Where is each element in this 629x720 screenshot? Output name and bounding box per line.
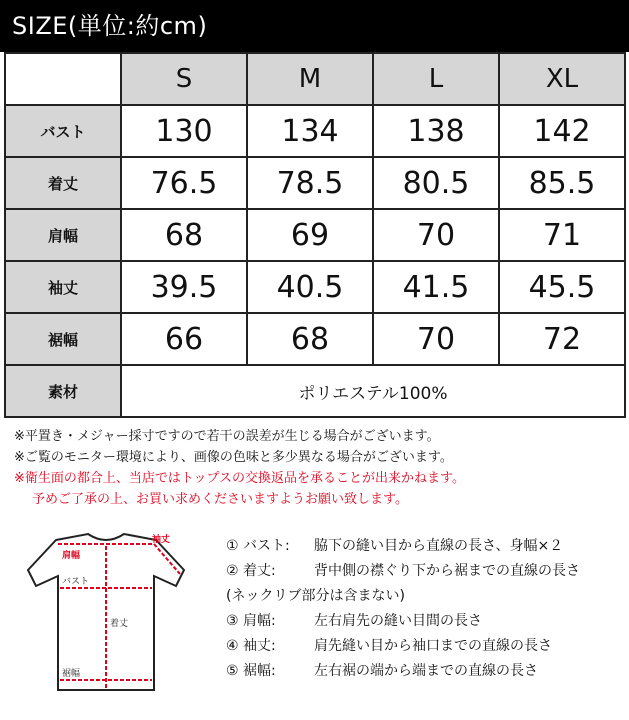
hem-label: 裾幅 xyxy=(62,669,81,679)
bust-label: バスト xyxy=(62,577,90,587)
table-cell: 45.5 xyxy=(499,261,625,313)
legend-key: ① バスト: xyxy=(226,538,290,554)
table-cell: 134 xyxy=(247,105,373,157)
legend-desc: 背中側の襟ぐり下から裾までの直線の長さ xyxy=(314,563,580,579)
table-row xyxy=(5,313,625,365)
legend-key: ② 着丈: xyxy=(226,563,276,579)
table-cell: 78.5 xyxy=(247,157,373,209)
table-cell: 66 xyxy=(121,313,247,365)
row-label: 袖丈 xyxy=(5,261,121,313)
size-l-header: L xyxy=(373,53,499,105)
table-cell: 80.5 xyxy=(373,157,499,209)
table-cell: 85.5 xyxy=(499,157,625,209)
table-cell: 39.5 xyxy=(121,261,247,313)
corner-cell xyxy=(5,53,121,105)
table-cell: 70 xyxy=(373,313,499,365)
legend-key: ③ 肩幅: xyxy=(226,613,276,629)
table-cell: 70 xyxy=(373,209,499,261)
shoulder-label: 肩幅 xyxy=(62,551,81,561)
legend-row xyxy=(226,559,580,584)
table-cell: 40.5 xyxy=(247,261,373,313)
legend-key: ④ 袖丈: xyxy=(226,638,276,654)
size-title: SIZE(単位:約cm) xyxy=(12,12,208,40)
legend-desc: (ネックリブ部分は含まない) xyxy=(226,588,405,604)
note-warning-line: ※衛生面の都合上、当店ではトップスの交換返品を承ることが出来かねます。 xyxy=(14,471,465,486)
table-row xyxy=(5,261,625,313)
table-cell: 130 xyxy=(121,105,247,157)
table-cell: 72 xyxy=(499,313,625,365)
table-cell: 41.5 xyxy=(373,261,499,313)
size-xl-header: XL xyxy=(499,53,625,105)
length-label: 着丈 xyxy=(110,619,129,629)
note-warning-line: 予めご了承の上、お買い求めくださいますようお願い致します。 xyxy=(32,492,408,507)
legend-row xyxy=(226,584,580,609)
material-row xyxy=(5,365,625,417)
table-cell: 68 xyxy=(121,209,247,261)
measurement-legend xyxy=(226,534,580,684)
row-label: 着丈 xyxy=(5,157,121,209)
table-cell: 138 xyxy=(373,105,499,157)
row-label: 裾幅 xyxy=(5,313,121,365)
table-cell: 68 xyxy=(247,313,373,365)
note-line: ※平置き・メジャー採寸ですので若干の誤差が生じる場合がございます。 xyxy=(14,429,440,444)
legend-row xyxy=(226,609,580,634)
size-m-header: M xyxy=(247,53,373,105)
material-value: ポリエステル100% xyxy=(121,365,625,417)
table-cell: 76.5 xyxy=(121,157,247,209)
table-row xyxy=(5,157,625,209)
legend-row xyxy=(226,659,580,684)
legend-row xyxy=(226,534,580,559)
row-label: 肩幅 xyxy=(5,209,121,261)
note-line: ※ご覧のモニター環境により、画像の色味と多少異なる場合がございます。 xyxy=(14,450,453,465)
table-cell: 142 xyxy=(499,105,625,157)
legend-desc: 肩先縫い目から袖口までの直線の長さ xyxy=(314,638,552,654)
table-row xyxy=(5,209,625,261)
material-label: 素材 xyxy=(5,365,121,417)
size-header-row xyxy=(5,53,625,105)
notes xyxy=(14,426,465,510)
sleeve-label: 袖丈 xyxy=(152,535,171,545)
legend-desc: 脇下の縫い目から直線の長さ、身幅×２ xyxy=(314,538,564,554)
legend-desc: 左右肩先の縫い目間の長さ xyxy=(314,613,482,629)
tshirt-measurement-diagram xyxy=(26,530,186,700)
table-cell: 69 xyxy=(247,209,373,261)
table-row xyxy=(5,105,625,157)
size-table xyxy=(4,52,626,418)
legend-row xyxy=(226,634,580,659)
row-label: バスト xyxy=(5,105,121,157)
size-s-header: S xyxy=(121,53,247,105)
legend-key: ⑤ 裾幅: xyxy=(226,663,276,679)
size-title-bar xyxy=(0,0,629,52)
legend-desc: 左右裾の端から端までの直線の長さ xyxy=(314,663,538,679)
table-cell: 71 xyxy=(499,209,625,261)
